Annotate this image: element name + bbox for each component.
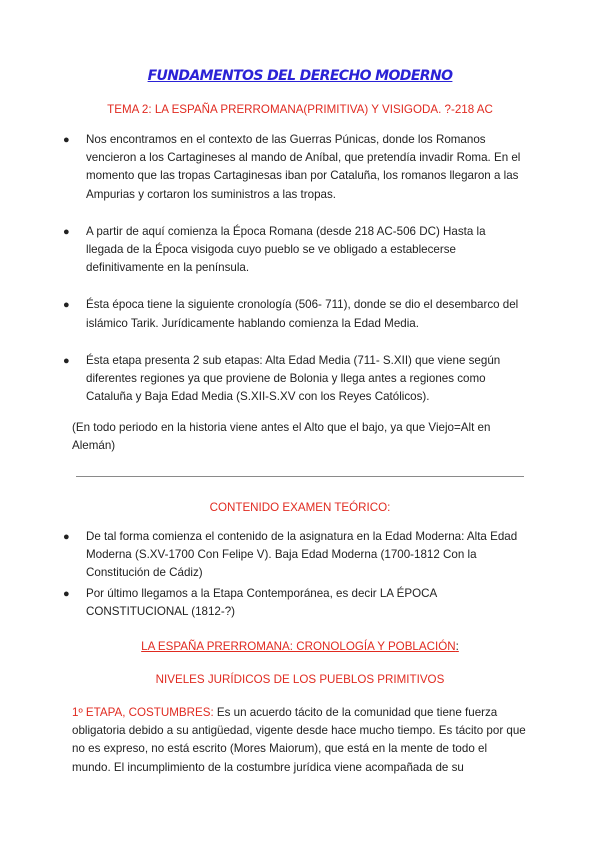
list-item: ● Por último llegamos a la Etapa Contemporánea, es decir LA ÉPOCA CONSTITUCIONAL (1812-?) <box>63 586 437 618</box>
bullet-icon: ● <box>63 134 70 146</box>
paragraph-lead: 1º ETAPA, COSTUMBRES: <box>72 706 214 719</box>
list-item: ● Ésta etapa presenta 2 sub etapas: Alta Edad Media (711- S.XII) que viene según diferentes regiones ya que proviene de Bolonia y llega antes a regiones como Cataluña y Baja Edad Media (S.XII-S.XV con los Reyes Católicos). <box>63 353 501 404</box>
note-paragraph: (En todo periodo en la historia viene antes el Alto que el bajo, ya que Viejo=Alt en Alemán) <box>72 421 491 453</box>
prerroman-spain-heading-text: LA ESPAÑA PRERROMANA: CRONOLOGÍA Y POBLACIÓN <box>141 640 456 653</box>
horizontal-divider <box>76 476 524 477</box>
list-item: ● Nos encontramos en el contexto de las Guerras Púnicas, donde los Romanos vencieron a los Cartagineses al mando de Aníbal, que pretendía invadir Roma. En el momento que las tropas Cartaginesas iban por Cataluña, los romanos llegaron a las Ampurias y cortaron los suministros a las tropas. <box>63 133 521 201</box>
bullet-icon: ● <box>63 531 70 543</box>
bullet-icon: ● <box>63 587 70 600</box>
prerroman-spain-heading <box>0 640 600 653</box>
exam-content-bullet-list <box>63 528 526 623</box>
list-item: ● De tal forma comienza el contenido de la asignatura en la Edad Moderna: Alta Edad Moderna (S.XV-1700 Con Felipe V). Baja Edad Moderna (1700-1812 Con la Constitución de Cádiz) <box>63 530 518 580</box>
paragraph-body: Es un acuerdo tácito de la comunidad que tiene fuerza obligatoria debido a su antigüedad, vigente desde hace mucho tiempo. Es tácito por que no es expreso, no está escrito (Mores Maiorum), que está en la mente de todo el mundo. El incumplimiento de la costumbre jurídica viene acompañada de su <box>72 706 526 774</box>
customs-paragraph <box>72 704 528 777</box>
bullet-icon: ● <box>63 225 70 238</box>
list-item: ● A partir de aquí comienza la Época Romana (desde 218 AC-506 DC) Hasta la llegada de la Época visigoda cuyo pueblo se ve obligado a establecerse definitivamente en la península. <box>63 224 486 275</box>
exam-content-heading: CONTENIDO EXAMEN TEÓRICO: <box>209 501 391 514</box>
history-bullet-list <box>63 131 526 425</box>
bullet-icon: ● <box>63 299 70 312</box>
heading-colon: : <box>455 640 459 653</box>
bullet-icon: ● <box>63 354 70 367</box>
legal-levels-heading: NIVELES JURÍDICOS DE LOS PUEBLOS PRIMITIVOS <box>155 673 445 686</box>
document-title: FUNDAMENTOS DEL DERECHO MODERNO <box>147 68 453 84</box>
list-item: ● Ésta época tiene la siguiente cronología (506- 711), donde se dio el desembarco del islámico Tarik. Jurídicamente hablando comienza la Edad Media. <box>63 298 519 330</box>
topic-subtitle: TEMA 2: LA ESPAÑA PRERROMANA(PRIMITIVA) Y VISIGODA. ?-218 AC <box>107 103 493 116</box>
